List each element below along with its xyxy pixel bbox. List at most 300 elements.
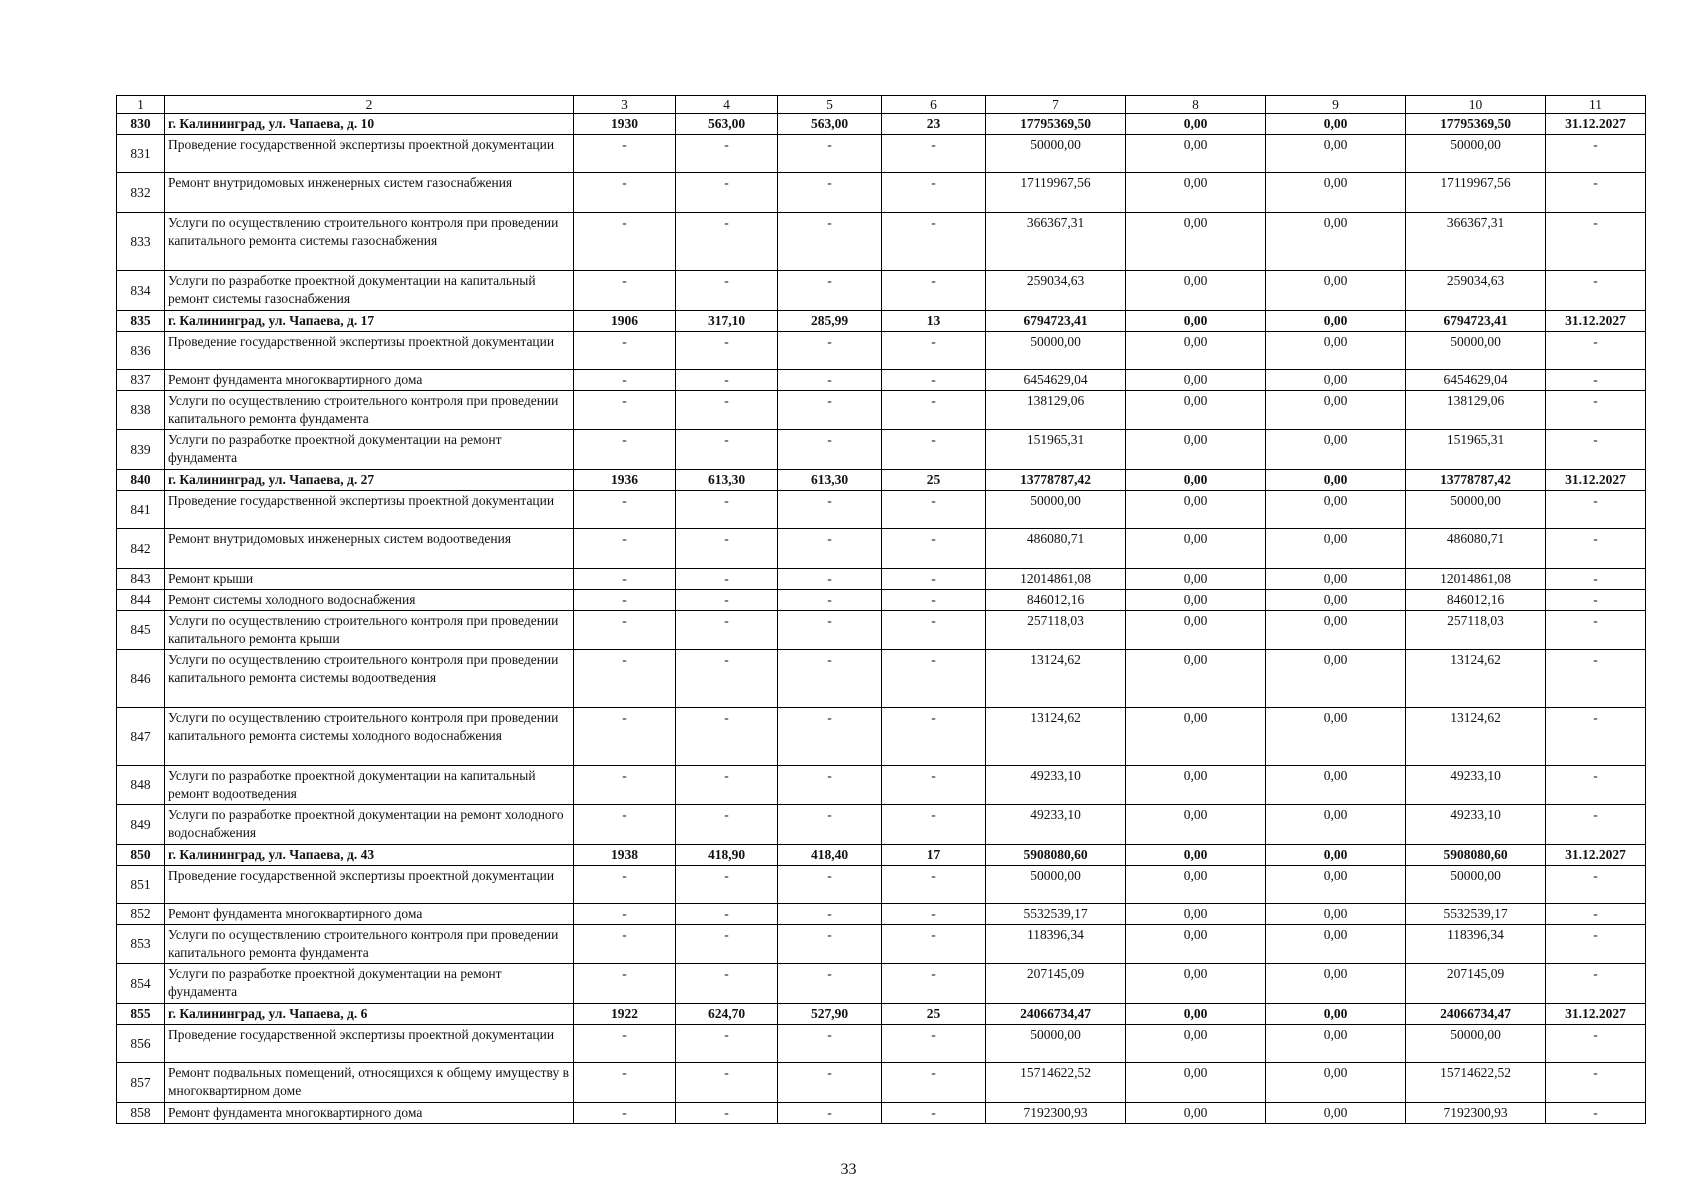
owner-funds-cell: 49233,10 (1406, 766, 1546, 805)
living-area-cell: - (778, 766, 882, 805)
total-area-cell: - (676, 1063, 778, 1103)
work-row (117, 650, 1646, 708)
total-area-cell: - (676, 173, 778, 213)
row-name-cell: Услуги по осуществлению строительного контроля при проведении капитального ремонта крыши (165, 611, 574, 650)
owner-funds-cell: 366367,31 (1406, 213, 1546, 271)
total-area-cell: - (676, 590, 778, 611)
work-row (117, 529, 1646, 569)
total-area-cell: - (676, 569, 778, 590)
owner-funds-cell: 50000,00 (1406, 135, 1546, 173)
row-number-cell: 842 (117, 529, 165, 569)
fund-amount-1-cell: 0,00 (1126, 925, 1266, 964)
row-number-cell: 855 (117, 1004, 165, 1025)
fund-amount-1-cell: 0,00 (1126, 370, 1266, 391)
total-cost-cell: 49233,10 (986, 805, 1126, 845)
deadline-cell: - (1546, 569, 1646, 590)
living-area-cell: - (778, 866, 882, 904)
residents-cell: - (882, 805, 986, 845)
year-built-cell: - (574, 271, 676, 311)
deadline-cell: - (1546, 332, 1646, 370)
total-area-cell: - (676, 964, 778, 1004)
deadline-cell: - (1546, 370, 1646, 391)
column-header: 4 (676, 96, 778, 114)
total-cost-cell: 151965,31 (986, 430, 1126, 470)
row-name-cell: Услуги по разработке проектной документации на капитальный ремонт водоотведения (165, 766, 574, 805)
deadline-cell: - (1546, 1063, 1646, 1103)
row-number-cell: 830 (117, 114, 165, 135)
owner-funds-cell: 207145,09 (1406, 964, 1546, 1004)
fund-amount-1-cell: 0,00 (1126, 271, 1266, 311)
total-cost-cell: 846012,16 (986, 590, 1126, 611)
year-built-cell: - (574, 964, 676, 1004)
total-cost-cell: 259034,63 (986, 271, 1126, 311)
deadline-cell: 31.12.2027 (1546, 1004, 1646, 1025)
work-row (117, 866, 1646, 904)
living-area-cell: - (778, 1103, 882, 1124)
owner-funds-cell: 50000,00 (1406, 1025, 1546, 1063)
row-number-cell: 839 (117, 430, 165, 470)
living-area-cell: - (778, 332, 882, 370)
fund-amount-2-cell: 0,00 (1266, 529, 1406, 569)
fund-amount-2-cell: 0,00 (1266, 650, 1406, 708)
total-cost-cell: 13124,62 (986, 708, 1126, 766)
total-area-cell: - (676, 650, 778, 708)
living-area-cell: - (778, 529, 882, 569)
fund-amount-1-cell: 0,00 (1126, 1025, 1266, 1063)
total-cost-cell: 12014861,08 (986, 569, 1126, 590)
column-header: 3 (574, 96, 676, 114)
year-built-cell: - (574, 391, 676, 430)
residents-cell: - (882, 708, 986, 766)
row-number-cell: 838 (117, 391, 165, 430)
row-name-cell: Ремонт фундамента многоквартирного дома (165, 904, 574, 925)
table-body (117, 96, 1646, 1124)
residents-cell: - (882, 430, 986, 470)
fund-amount-1-cell: 0,00 (1126, 135, 1266, 173)
residents-cell: 13 (882, 311, 986, 332)
residents-cell: - (882, 650, 986, 708)
fund-amount-1-cell: 0,00 (1126, 391, 1266, 430)
total-cost-cell: 17795369,50 (986, 114, 1126, 135)
column-header: 9 (1266, 96, 1406, 114)
total-area-cell: - (676, 529, 778, 569)
living-area-cell: - (778, 964, 882, 1004)
residents-cell: - (882, 213, 986, 271)
total-cost-cell: 50000,00 (986, 866, 1126, 904)
owner-funds-cell: 50000,00 (1406, 332, 1546, 370)
residents-cell: - (882, 964, 986, 1004)
address-row (117, 311, 1646, 332)
column-header: 11 (1546, 96, 1646, 114)
row-number-cell: 834 (117, 271, 165, 311)
work-row (117, 805, 1646, 845)
row-name-cell: Проведение государственной экспертизы проектной документации (165, 1025, 574, 1063)
row-name-cell: Ремонт фундамента многоквартирного дома (165, 370, 574, 391)
total-area-cell: - (676, 491, 778, 529)
residents-cell: 25 (882, 1004, 986, 1025)
row-number-cell: 858 (117, 1103, 165, 1124)
column-header: 10 (1406, 96, 1546, 114)
work-row (117, 135, 1646, 173)
deadline-cell: - (1546, 430, 1646, 470)
total-area-cell: - (676, 866, 778, 904)
year-built-cell: - (574, 1025, 676, 1063)
total-area-cell: - (676, 1025, 778, 1063)
total-area-cell: - (676, 766, 778, 805)
fund-amount-1-cell: 0,00 (1126, 529, 1266, 569)
fund-amount-2-cell: 0,00 (1266, 1063, 1406, 1103)
total-cost-cell: 17119967,56 (986, 173, 1126, 213)
row-name-cell: Услуги по осуществлению строительного контроля при проведении капитального ремонта системы газоснабжения (165, 213, 574, 271)
living-area-cell: - (778, 491, 882, 529)
work-row (117, 1025, 1646, 1063)
year-built-cell: 1936 (574, 470, 676, 491)
row-number-cell: 832 (117, 173, 165, 213)
fund-amount-1-cell: 0,00 (1126, 470, 1266, 491)
deadline-cell: - (1546, 173, 1646, 213)
year-built-cell: - (574, 569, 676, 590)
owner-funds-cell: 6454629,04 (1406, 370, 1546, 391)
address-row (117, 114, 1646, 135)
fund-amount-2-cell: 0,00 (1266, 1004, 1406, 1025)
deadline-cell: - (1546, 391, 1646, 430)
living-area-cell: - (778, 1025, 882, 1063)
living-area-cell: - (778, 213, 882, 271)
row-name-cell: г. Калининград, ул. Чапаева, д. 6 (165, 1004, 574, 1025)
fund-amount-1-cell: 0,00 (1126, 332, 1266, 370)
fund-amount-1-cell: 0,00 (1126, 866, 1266, 904)
owner-funds-cell: 15714622,52 (1406, 1063, 1546, 1103)
fund-amount-2-cell: 0,00 (1266, 470, 1406, 491)
year-built-cell: - (574, 925, 676, 964)
deadline-cell: - (1546, 491, 1646, 529)
residents-cell: - (882, 611, 986, 650)
total-cost-cell: 207145,09 (986, 964, 1126, 1004)
work-row (117, 708, 1646, 766)
deadline-cell: - (1546, 1025, 1646, 1063)
year-built-cell: - (574, 904, 676, 925)
owner-funds-cell: 13124,62 (1406, 650, 1546, 708)
total-area-cell: - (676, 805, 778, 845)
residents-cell: - (882, 370, 986, 391)
deadline-cell: - (1546, 805, 1646, 845)
year-built-cell: - (574, 766, 676, 805)
total-cost-cell: 49233,10 (986, 766, 1126, 805)
work-row (117, 271, 1646, 311)
owner-funds-cell: 49233,10 (1406, 805, 1546, 845)
total-cost-cell: 7192300,93 (986, 1103, 1126, 1124)
row-name-cell: Услуги по осуществлению строительного контроля при проведении капитального ремонта системы водоотведения (165, 650, 574, 708)
row-number-cell: 835 (117, 311, 165, 332)
row-number-cell: 857 (117, 1063, 165, 1103)
owner-funds-cell: 118396,34 (1406, 925, 1546, 964)
living-area-cell: - (778, 925, 882, 964)
residents-cell: - (882, 529, 986, 569)
fund-amount-2-cell: 0,00 (1266, 173, 1406, 213)
address-row (117, 845, 1646, 866)
address-row (117, 470, 1646, 491)
total-area-cell: 418,90 (676, 845, 778, 866)
row-number-cell: 846 (117, 650, 165, 708)
total-area-cell: 563,00 (676, 114, 778, 135)
living-area-cell: 613,30 (778, 470, 882, 491)
row-number-cell: 854 (117, 964, 165, 1004)
row-name-cell: г. Калининград, ул. Чапаева, д. 27 (165, 470, 574, 491)
deadline-cell: - (1546, 135, 1646, 173)
row-number-cell: 849 (117, 805, 165, 845)
total-cost-cell: 50000,00 (986, 1025, 1126, 1063)
total-area-cell: - (676, 1103, 778, 1124)
year-built-cell: - (574, 173, 676, 213)
total-area-cell: - (676, 370, 778, 391)
total-area-cell: - (676, 708, 778, 766)
total-area-cell: - (676, 925, 778, 964)
row-name-cell: Ремонт внутридомовых инженерных систем водоотведения (165, 529, 574, 569)
owner-funds-cell: 50000,00 (1406, 866, 1546, 904)
residents-cell: - (882, 271, 986, 311)
row-number-cell: 850 (117, 845, 165, 866)
total-area-cell: - (676, 332, 778, 370)
column-header: 1 (117, 96, 165, 114)
work-row (117, 213, 1646, 271)
fund-amount-2-cell: 0,00 (1266, 1025, 1406, 1063)
row-name-cell: Услуги по осуществлению строительного контроля при проведении капитального ремонта системы холодного водоснабжения (165, 708, 574, 766)
residents-cell: - (882, 904, 986, 925)
fund-amount-2-cell: 0,00 (1266, 332, 1406, 370)
fund-amount-1-cell: 0,00 (1126, 1063, 1266, 1103)
total-cost-cell: 13124,62 (986, 650, 1126, 708)
row-name-cell: Ремонт подвальных помещений, относящихся к общему имуществу в многоквартирном доме (165, 1063, 574, 1103)
total-cost-cell: 5908080,60 (986, 845, 1126, 866)
row-name-cell: Услуги по разработке проектной документации на капитальный ремонт системы газоснабжения (165, 271, 574, 311)
deadline-cell: - (1546, 590, 1646, 611)
fund-amount-1-cell: 0,00 (1126, 213, 1266, 271)
fund-amount-1-cell: 0,00 (1126, 805, 1266, 845)
row-name-cell: Проведение государственной экспертизы проектной документации (165, 135, 574, 173)
owner-funds-cell: 5532539,17 (1406, 904, 1546, 925)
column-header: 5 (778, 96, 882, 114)
living-area-cell: - (778, 590, 882, 611)
living-area-cell: - (778, 430, 882, 470)
row-name-cell: Ремонт крыши (165, 569, 574, 590)
work-row (117, 569, 1646, 590)
column-header: 7 (986, 96, 1126, 114)
row-number-cell: 836 (117, 332, 165, 370)
fund-amount-2-cell: 0,00 (1266, 213, 1406, 271)
living-area-cell: - (778, 611, 882, 650)
row-name-cell: Проведение государственной экспертизы проектной документации (165, 332, 574, 370)
residents-cell: - (882, 569, 986, 590)
fund-amount-2-cell: 0,00 (1266, 1103, 1406, 1124)
deadline-cell: - (1546, 904, 1646, 925)
deadline-cell: - (1546, 611, 1646, 650)
year-built-cell: - (574, 1063, 676, 1103)
year-built-cell: - (574, 135, 676, 173)
owner-funds-cell: 7192300,93 (1406, 1103, 1546, 1124)
work-row (117, 611, 1646, 650)
owner-funds-cell: 151965,31 (1406, 430, 1546, 470)
residents-cell: - (882, 1063, 986, 1103)
owner-funds-cell: 24066734,47 (1406, 1004, 1546, 1025)
year-built-cell: - (574, 590, 676, 611)
deadline-cell: 31.12.2027 (1546, 114, 1646, 135)
row-name-cell: Проведение государственной экспертизы проектной документации (165, 866, 574, 904)
living-area-cell: - (778, 708, 882, 766)
fund-amount-1-cell: 0,00 (1126, 845, 1266, 866)
row-number-cell: 856 (117, 1025, 165, 1063)
total-area-cell: - (676, 904, 778, 925)
year-built-cell: - (574, 213, 676, 271)
total-area-cell: 613,30 (676, 470, 778, 491)
residents-cell: - (882, 332, 986, 370)
year-built-cell: - (574, 332, 676, 370)
row-name-cell: г. Калининград, ул. Чапаева, д. 43 (165, 845, 574, 866)
fund-amount-1-cell: 0,00 (1126, 114, 1266, 135)
fund-amount-1-cell: 0,00 (1126, 590, 1266, 611)
row-number-cell: 843 (117, 569, 165, 590)
work-row (117, 590, 1646, 611)
total-area-cell: - (676, 430, 778, 470)
year-built-cell: - (574, 1103, 676, 1124)
year-built-cell: - (574, 529, 676, 569)
deadline-cell: - (1546, 650, 1646, 708)
fund-amount-2-cell: 0,00 (1266, 590, 1406, 611)
owner-funds-cell: 17795369,50 (1406, 114, 1546, 135)
deadline-cell: - (1546, 866, 1646, 904)
fund-amount-2-cell: 0,00 (1266, 925, 1406, 964)
residents-cell: - (882, 866, 986, 904)
owner-funds-cell: 486080,71 (1406, 529, 1546, 569)
column-number-row (117, 96, 1646, 114)
deadline-cell: - (1546, 271, 1646, 311)
work-row (117, 173, 1646, 213)
living-area-cell: - (778, 650, 882, 708)
row-number-cell: 848 (117, 766, 165, 805)
column-header: 6 (882, 96, 986, 114)
living-area-cell: - (778, 569, 882, 590)
fund-amount-2-cell: 0,00 (1266, 845, 1406, 866)
year-built-cell: - (574, 370, 676, 391)
fund-amount-2-cell: 0,00 (1266, 370, 1406, 391)
work-row (117, 430, 1646, 470)
year-built-cell: - (574, 491, 676, 529)
row-number-cell: 844 (117, 590, 165, 611)
work-row (117, 964, 1646, 1004)
residents-cell: 25 (882, 470, 986, 491)
deadline-cell: - (1546, 529, 1646, 569)
total-cost-cell: 5532539,17 (986, 904, 1126, 925)
fund-amount-1-cell: 0,00 (1126, 708, 1266, 766)
year-built-cell: 1938 (574, 845, 676, 866)
page-number: 33 (840, 1161, 857, 1178)
living-area-cell: - (778, 135, 882, 173)
row-number-cell: 841 (117, 491, 165, 529)
row-name-cell: Услуги по осуществлению строительного контроля при проведении капитального ремонта фундамента (165, 391, 574, 430)
owner-funds-cell: 257118,03 (1406, 611, 1546, 650)
deadline-cell: 31.12.2027 (1546, 470, 1646, 491)
column-header: 2 (165, 96, 574, 114)
living-area-cell: - (778, 1063, 882, 1103)
fund-amount-1-cell: 0,00 (1126, 569, 1266, 590)
fund-amount-1-cell: 0,00 (1126, 1103, 1266, 1124)
total-cost-cell: 486080,71 (986, 529, 1126, 569)
work-row (117, 391, 1646, 430)
total-cost-cell: 24066734,47 (986, 1004, 1126, 1025)
living-area-cell: 527,90 (778, 1004, 882, 1025)
living-area-cell: - (778, 271, 882, 311)
deadline-cell: - (1546, 964, 1646, 1004)
residents-cell: - (882, 1025, 986, 1063)
total-cost-cell: 15714622,52 (986, 1063, 1126, 1103)
row-number-cell: 833 (117, 213, 165, 271)
residents-cell: - (882, 1103, 986, 1124)
year-built-cell: - (574, 866, 676, 904)
living-area-cell: - (778, 904, 882, 925)
living-area-cell: 285,99 (778, 311, 882, 332)
column-header: 8 (1126, 96, 1266, 114)
owner-funds-cell: 12014861,08 (1406, 569, 1546, 590)
owner-funds-cell: 5908080,60 (1406, 845, 1546, 866)
address-row (117, 1004, 1646, 1025)
fund-amount-2-cell: 0,00 (1266, 135, 1406, 173)
residents-cell: 23 (882, 114, 986, 135)
work-row (117, 904, 1646, 925)
row-name-cell: Услуги по разработке проектной документации на ремонт фундамента (165, 964, 574, 1004)
row-name-cell: Проведение государственной экспертизы проектной документации (165, 491, 574, 529)
year-built-cell: 1930 (574, 114, 676, 135)
fund-amount-2-cell: 0,00 (1266, 904, 1406, 925)
fund-amount-1-cell: 0,00 (1126, 904, 1266, 925)
row-name-cell: Ремонт внутридомовых инженерных систем газоснабжения (165, 173, 574, 213)
fund-amount-1-cell: 0,00 (1126, 491, 1266, 529)
fund-amount-2-cell: 0,00 (1266, 391, 1406, 430)
fund-amount-2-cell: 0,00 (1266, 271, 1406, 311)
row-number-cell: 852 (117, 904, 165, 925)
fund-amount-1-cell: 0,00 (1126, 173, 1266, 213)
residents-cell: - (882, 173, 986, 213)
total-cost-cell: 50000,00 (986, 491, 1126, 529)
deadline-cell: - (1546, 708, 1646, 766)
row-name-cell: г. Калининград, ул. Чапаева, д. 17 (165, 311, 574, 332)
deadline-cell: - (1546, 213, 1646, 271)
fund-amount-2-cell: 0,00 (1266, 491, 1406, 529)
deadline-cell: - (1546, 925, 1646, 964)
living-area-cell: - (778, 391, 882, 430)
total-cost-cell: 366367,31 (986, 213, 1126, 271)
fund-amount-2-cell: 0,00 (1266, 611, 1406, 650)
living-area-cell: 563,00 (778, 114, 882, 135)
residents-cell: - (882, 491, 986, 529)
fund-amount-2-cell: 0,00 (1266, 430, 1406, 470)
deadline-cell: 31.12.2027 (1546, 311, 1646, 332)
year-built-cell: - (574, 708, 676, 766)
living-area-cell: - (778, 173, 882, 213)
row-number-cell: 840 (117, 470, 165, 491)
owner-funds-cell: 50000,00 (1406, 491, 1546, 529)
total-cost-cell: 50000,00 (986, 135, 1126, 173)
owner-funds-cell: 17119967,56 (1406, 173, 1546, 213)
owner-funds-cell: 846012,16 (1406, 590, 1546, 611)
residents-cell: - (882, 925, 986, 964)
total-cost-cell: 13778787,42 (986, 470, 1126, 491)
row-number-cell: 847 (117, 708, 165, 766)
fund-amount-2-cell: 0,00 (1266, 805, 1406, 845)
total-cost-cell: 50000,00 (986, 332, 1126, 370)
total-cost-cell: 6794723,41 (986, 311, 1126, 332)
year-built-cell: - (574, 650, 676, 708)
owner-funds-cell: 259034,63 (1406, 271, 1546, 311)
row-name-cell: г. Калининград, ул. Чапаева, д. 10 (165, 114, 574, 135)
